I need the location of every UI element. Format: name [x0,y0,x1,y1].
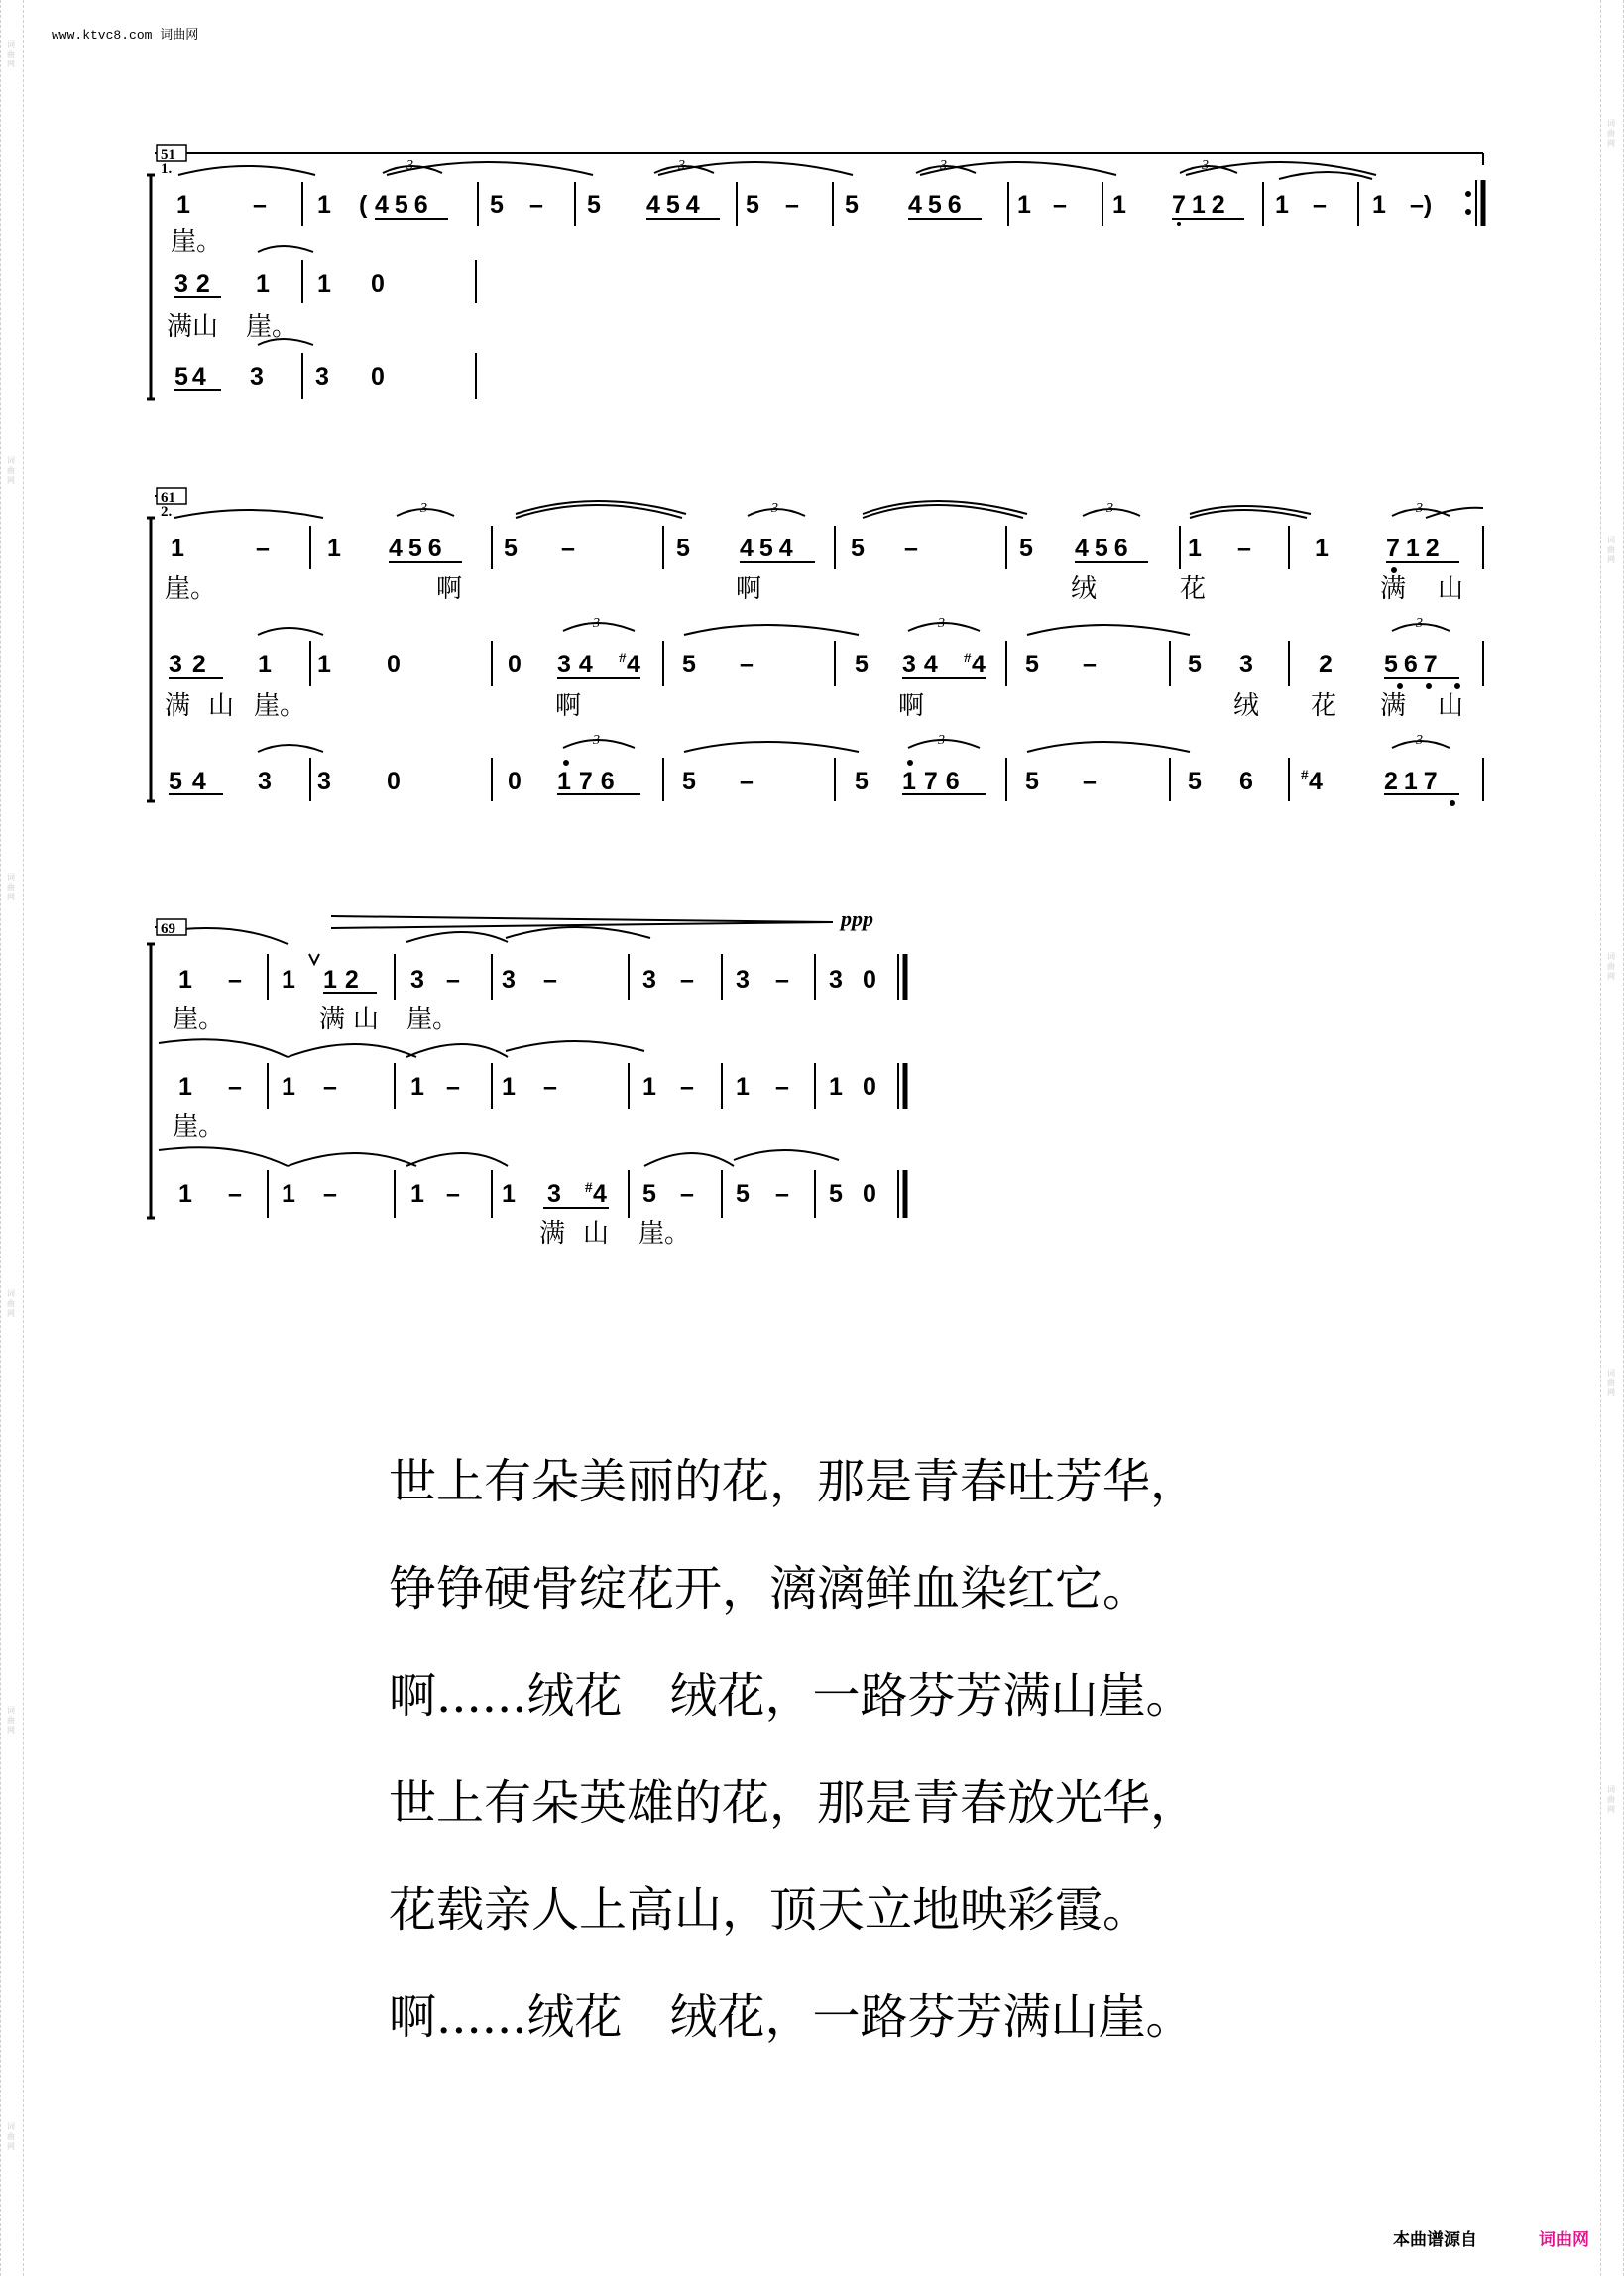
svg-text:5: 5 [1025,651,1039,678]
svg-text:456: 456 [375,191,434,219]
lyric: 崖。 [406,1005,459,1034]
volta-label: 2. [161,504,173,520]
svg-text:3: 3 [317,768,331,795]
svg-text:567: 567 [1384,651,1444,678]
svg-text:3: 3 [410,966,424,994]
svg-text:1: 1 [282,966,295,994]
svg-text:1: 1 [829,1073,843,1101]
svg-text:3: 3 [1416,501,1423,516]
svg-text:5: 5 [855,651,869,678]
svg-text:–: – [1053,191,1067,219]
svg-text:0: 0 [387,651,401,678]
svg-text:1: 1 [178,966,192,994]
lyric: 崖。 [254,691,306,721]
svg-text:1: 1 [410,1180,424,1208]
lyric: 啊 [555,691,582,721]
system-3 [157,906,876,1208]
svg-text:3: 3 [1239,651,1253,678]
svg-text:3: 3 [315,363,329,391]
svg-text:1: 1 [1315,535,1329,562]
svg-text:176: 176 [557,768,623,795]
svg-text:3: 3 [678,158,685,173]
svg-text:–: – [775,966,789,994]
svg-text:34: 34 [557,651,601,678]
svg-text:3: 3 [250,363,264,391]
svg-text:–: – [228,1073,242,1101]
svg-text:1: 1 [282,1180,295,1208]
svg-text:5: 5 [1025,768,1039,795]
svg-text:3: 3 [1416,733,1423,748]
lyrics-line: 花载亲人上高山，顶天立地映彩霞。 [389,1882,1151,1938]
system-1 [157,145,1432,391]
svg-text:–: – [775,1180,789,1208]
svg-text:–: – [680,1180,694,1208]
svg-text:4: 4 [627,651,640,678]
watermark-mark: 词曲网 [7,1706,15,1735]
svg-text:454: 454 [740,535,799,562]
lyrics-line: 啊......绒花 绒花，一路芬芳满山崖。 [389,1668,1194,1724]
lyric: 山 [1438,574,1464,604]
svg-text:–: – [228,1180,242,1208]
dynamic-marking: ppp [841,906,873,931]
svg-text:454: 454 [646,191,706,219]
lyrics-line: 啊......绒花 绒花，一路芬芳满山崖。 [389,1989,1194,2045]
watermark-mark: 词曲网 [1607,952,1615,981]
svg-text:0: 0 [387,768,401,795]
svg-text:54: 54 [174,363,210,391]
svg-text:3: 3 [547,1180,561,1208]
svg-text:1: 1 [642,1073,656,1101]
svg-text:12: 12 [323,966,367,994]
svg-text:1: 1 [1188,535,1202,562]
svg-text:456: 456 [908,191,968,219]
svg-text:3: 3 [829,966,843,994]
svg-text:5: 5 [504,535,518,562]
svg-text:–: – [561,535,575,562]
svg-text:4: 4 [972,651,986,678]
lyric: 花 [1180,574,1207,604]
svg-text:712: 712 [1386,535,1446,562]
svg-text:3: 3 [642,966,656,994]
lyric: 山 [583,1219,610,1249]
svg-text:456: 456 [1075,535,1134,562]
svg-text:1: 1 [502,1073,516,1101]
svg-text:5: 5 [676,535,690,562]
measure-label: 69 [161,921,175,937]
svg-text:–: – [1237,535,1251,562]
svg-text:–: – [446,966,460,994]
svg-text:–: – [740,651,754,678]
svg-text:5: 5 [490,191,504,219]
svg-text:#: # [964,651,972,666]
lyric: 绒 [1233,691,1260,721]
svg-text:–: – [680,966,694,994]
svg-text:0: 0 [371,270,385,298]
svg-text:5: 5 [1019,535,1033,562]
watermark-mark: 词曲网 [1607,119,1615,148]
lyric: 满 [1380,691,1407,721]
svg-text:–: – [1083,768,1097,795]
svg-text:–: – [1313,191,1327,219]
lyric: 崖。 [638,1219,691,1249]
svg-text:1: 1 [1112,191,1126,219]
svg-text:–: – [323,1180,337,1208]
lyrics-line: 世上有朵英雄的花，那是青春放光华， [389,1775,1199,1831]
svg-text:#: # [619,651,627,666]
svg-text:3: 3 [940,158,947,173]
svg-text:1: 1 [317,270,331,298]
svg-text:54: 54 [169,768,216,795]
svg-text:3: 3 [1416,616,1423,631]
svg-text:6: 6 [1239,768,1253,795]
svg-text:1: 1 [178,1180,192,1208]
svg-text:3: 3 [406,158,413,173]
svg-text:–): –) [1410,191,1433,219]
svg-text:5: 5 [851,535,865,562]
site-header[interactable]: www.ktvc8.com 词曲网 [52,28,199,43]
lyric: 啊 [436,574,463,604]
svg-text:32: 32 [174,270,218,298]
lyric: 崖。 [173,1005,225,1034]
svg-text:–: – [543,966,557,994]
lyrics-text [389,1428,1198,2071]
svg-text:–: – [775,1073,789,1101]
svg-text:0: 0 [371,363,385,391]
svg-text:3: 3 [1202,158,1209,173]
svg-text:3: 3 [593,616,600,631]
svg-text:1: 1 [171,535,184,562]
svg-text:5: 5 [642,1180,656,1208]
svg-text:4: 4 [1309,768,1323,795]
svg-text:3: 3 [938,616,945,631]
lyric: 绒 [1071,574,1098,604]
lyric: 崖。 [171,227,223,257]
svg-text:2: 2 [1319,651,1333,678]
lyric: 崖。 [173,1112,225,1141]
watermark-mark: 词曲网 [7,456,15,485]
watermark-mark: 词曲网 [1607,1369,1615,1397]
svg-text:1: 1 [282,1073,295,1101]
watermark-mark: 词曲网 [7,1289,15,1318]
lyric: 满 [165,691,191,721]
svg-text:5: 5 [855,768,869,795]
svg-text:1: 1 [178,1073,192,1101]
svg-text:1: 1 [258,651,272,678]
svg-text:–: – [680,1073,694,1101]
svg-text:–: – [228,966,242,994]
lyric: 山 [208,691,235,721]
svg-text:3: 3 [258,768,272,795]
lyrics-line: 世上有朵美丽的花，那是青春吐芳华， [389,1454,1199,1509]
lyric: 满 [319,1005,346,1034]
svg-text:–: – [446,1180,460,1208]
lyric: 花 [1311,691,1337,721]
svg-text:4: 4 [593,1180,607,1208]
lyric: 山 [1438,691,1464,721]
svg-text:1: 1 [502,1180,516,1208]
svg-text:0: 0 [508,651,522,678]
svg-text:1: 1 [327,535,341,562]
svg-text:–: – [1083,651,1097,678]
svg-text:5: 5 [682,651,696,678]
measure-label: 51 [161,147,175,163]
svg-text:5: 5 [587,191,601,219]
svg-text:217: 217 [1384,768,1444,795]
svg-text:3: 3 [938,733,945,748]
svg-text:1: 1 [1372,191,1386,219]
lyric: 满 [1380,574,1407,604]
svg-text:5: 5 [746,191,759,219]
svg-text:1: 1 [1275,191,1289,219]
svg-text:1: 1 [1017,191,1031,219]
svg-text:–: – [529,191,543,219]
svg-text:5: 5 [736,1180,750,1208]
lyric: 满山 [167,312,219,342]
watermark-mark: 词曲网 [7,873,15,901]
svg-text:3: 3 [1106,501,1113,516]
svg-text:456: 456 [389,535,448,562]
svg-text:0: 0 [863,1073,876,1101]
svg-text:1: 1 [317,651,331,678]
svg-text:712: 712 [1172,191,1231,219]
svg-text:5: 5 [829,1180,843,1208]
svg-text:3: 3 [736,966,750,994]
measure-label: 61 [161,490,175,506]
svg-text:3: 3 [502,966,516,994]
watermark-mark: 词曲网 [7,2122,15,2151]
svg-text:0: 0 [863,1180,876,1208]
svg-text:–: – [543,1073,557,1101]
volta-label: 1. [161,161,173,177]
lyrics-line: 铮铮硬骨绽花开，漓漓鲜血染红它。 [389,1561,1151,1617]
footer-brand-link[interactable]: 词曲网 [1539,2230,1589,2250]
svg-text:3: 3 [420,501,427,516]
svg-text:0: 0 [863,966,876,994]
svg-text:–: – [446,1073,460,1101]
lyric: 啊 [736,574,762,604]
svg-text:5: 5 [1188,651,1202,678]
lyric: 山 [353,1005,380,1034]
svg-text:#: # [1301,768,1309,783]
svg-text:3: 3 [771,501,778,516]
svg-text:–: – [256,535,270,562]
svg-text:–: – [904,535,918,562]
svg-text:–: – [253,191,267,219]
lyric: 崖。 [246,312,298,342]
svg-text:1: 1 [736,1073,750,1101]
svg-text:34: 34 [902,651,946,678]
svg-text:–: – [785,191,799,219]
watermark-mark: 词曲网 [7,40,15,68]
svg-text:1: 1 [317,191,331,219]
svg-text:0: 0 [508,768,522,795]
svg-text:#: # [585,1180,593,1196]
svg-text:(: ( [359,191,368,219]
svg-text:–: – [323,1073,337,1101]
svg-text:1: 1 [410,1073,424,1101]
watermark-mark: 词曲网 [1607,1785,1615,1814]
svg-text:32: 32 [169,651,216,678]
lyric: 满 [539,1219,566,1249]
system-2 [157,488,1446,795]
lyric: 崖。 [165,574,217,604]
footer-source-label: 本曲谱源自 [1393,2230,1477,2250]
svg-text:5: 5 [1188,768,1202,795]
svg-text:1: 1 [176,191,190,219]
svg-text:–: – [740,768,754,795]
lyric: 啊 [898,691,925,721]
svg-text:3: 3 [593,733,600,748]
svg-text:5: 5 [682,768,696,795]
svg-text:176: 176 [902,768,968,795]
svg-text:5: 5 [845,191,859,219]
watermark-mark: 词曲网 [1607,536,1615,564]
svg-text:1: 1 [256,270,270,298]
